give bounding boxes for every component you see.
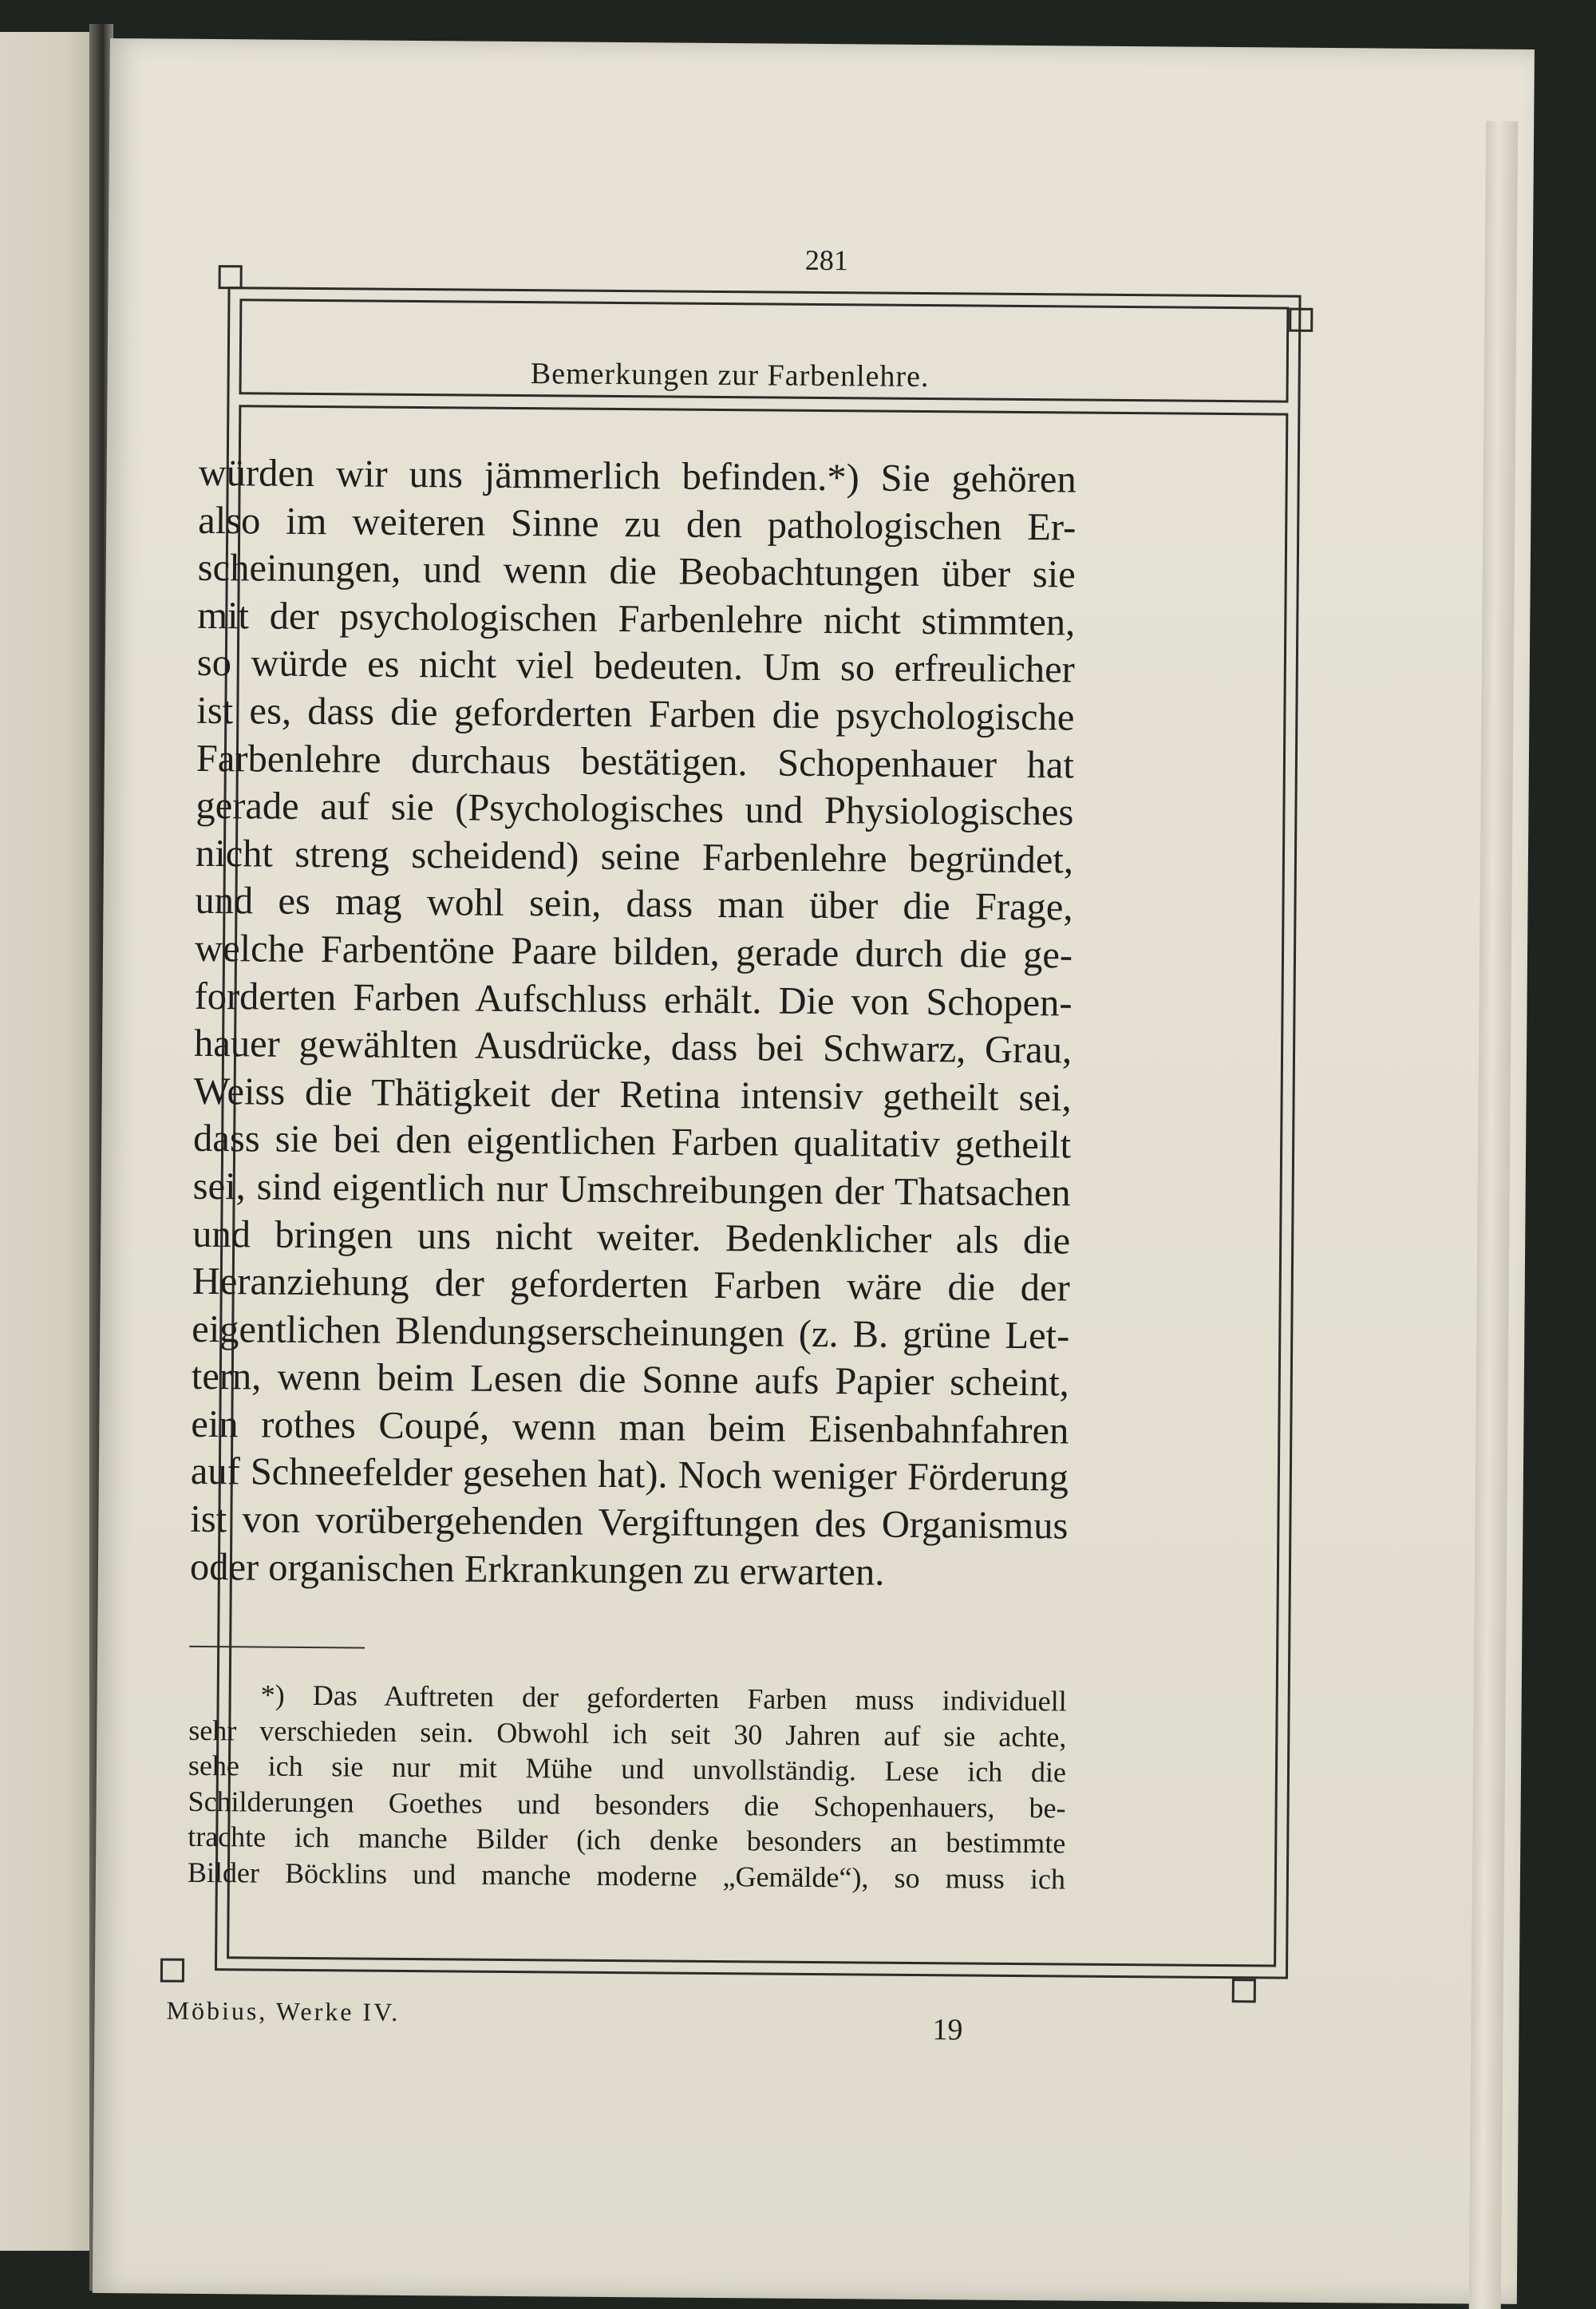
- body-line: und es mag wohl sein, dass man über die Frage,: [195, 880, 1073, 929]
- footnote-line: trachte ich manche Bilder (ich denke besonders an bestimmte: [188, 1820, 1066, 1860]
- body-line: forderten Farben Aufschluss erhält. Die von Schopen-: [194, 975, 1073, 1025]
- frame-corner-top-left: [219, 265, 243, 289]
- body-line: sei, sind eigentlich nur Umschreibungen der Thatsachen: [192, 1164, 1071, 1215]
- facing-page-edge: [0, 32, 94, 2251]
- body-line: so würde es nicht viel bedeuten. Um so erfreulicher: [196, 642, 1076, 691]
- body-line: mit der psychologischen Farbenlehre nicht stimmten,: [197, 594, 1076, 644]
- body-line: welche Farbentöne Paare bilden, gerade durch die ge-: [194, 927, 1073, 977]
- body-line: dass sie bei den eigentlichen Farben qualitativ getheilt: [192, 1117, 1072, 1167]
- page-number: 281: [804, 243, 849, 277]
- footnote-line: Bilder Böcklins und manche moderne „Gemälde“), so muss ich: [187, 1856, 1066, 1895]
- footnote-line: sehr verschieden sein. Obwohl ich seit 30 Jahren auf sie achte,: [188, 1714, 1067, 1753]
- frame-corner-bottom-right: [1232, 1979, 1256, 2003]
- body-line: Weiss die Thätigkeit der Retina intensiv getheilt sei,: [193, 1069, 1072, 1120]
- body-line: gerade auf sie (Psychologisches und Physiologisches: [196, 785, 1074, 834]
- signature-mark: Möbius, Werke IV.: [166, 1995, 401, 2026]
- body-line: würden wir uns jämmerlich befinden.*) Sie gehören: [198, 451, 1077, 501]
- footnote-line: Schilderungen Goethes und besonders die Schopenhauers, be-: [188, 1785, 1066, 1824]
- body-line: oder organischen Erkrankungen zu erwarten.: [189, 1545, 885, 1594]
- body-line: eigentlichen Blendungserscheinungen (z. B. grüne Let-: [192, 1307, 1070, 1358]
- page-fore-edge: [1468, 121, 1518, 2309]
- frame-corner-top-right: [1289, 308, 1313, 332]
- body-line: scheinungen, und wenn die Beobachtungen über sie: [197, 547, 1076, 596]
- body-line: ein rothes Coupé, wenn man beim Eisenbahnfahren: [191, 1402, 1069, 1453]
- running-title: Bemerkungen zur Farbenlehre.: [530, 357, 930, 394]
- footnote-line: *) Das Auftreten der geforderten Farben muss individuell: [260, 1678, 1067, 1718]
- body-line: und bringen uns nicht weiter. Bedenklicher als die: [192, 1212, 1071, 1262]
- body-line: ist es, dass die geforderten Farben die psychologische: [196, 689, 1075, 739]
- footnote: [188, 1677, 1067, 1897]
- body-line: nicht streng scheidend) seine Farbenlehre begründet,: [195, 832, 1074, 882]
- book-page: [93, 38, 1535, 2304]
- body-line: Farbenlehre durchaus bestätigen. Schopenhauer hat: [196, 737, 1075, 787]
- body-line: ist von vorübergehenden Vergiftungen des Organismus: [190, 1497, 1069, 1548]
- signature-number: 19: [932, 2013, 963, 2047]
- body-line: tern, wenn beim Lesen die Sonne aufs Papier scheint,: [191, 1355, 1070, 1405]
- body-line: hauer gewählten Ausdrücke, dass bei Schwarz, Grau,: [193, 1022, 1073, 1072]
- footnote-line: sehe ich sie nur mit Mühe und unvollständig. Lese ich die: [188, 1749, 1067, 1789]
- frame-corner-bottom-left: [160, 1959, 184, 1983]
- body-line: auf Schneefelder gesehen hat). Noch weniger Förderung: [190, 1450, 1069, 1500]
- body-line: Heranziehung der geforderten Farben wäre die der: [192, 1259, 1070, 1310]
- body-line: also im weiteren Sinne zu den pathologischen Er-: [198, 499, 1077, 549]
- body-text: [190, 449, 1077, 1598]
